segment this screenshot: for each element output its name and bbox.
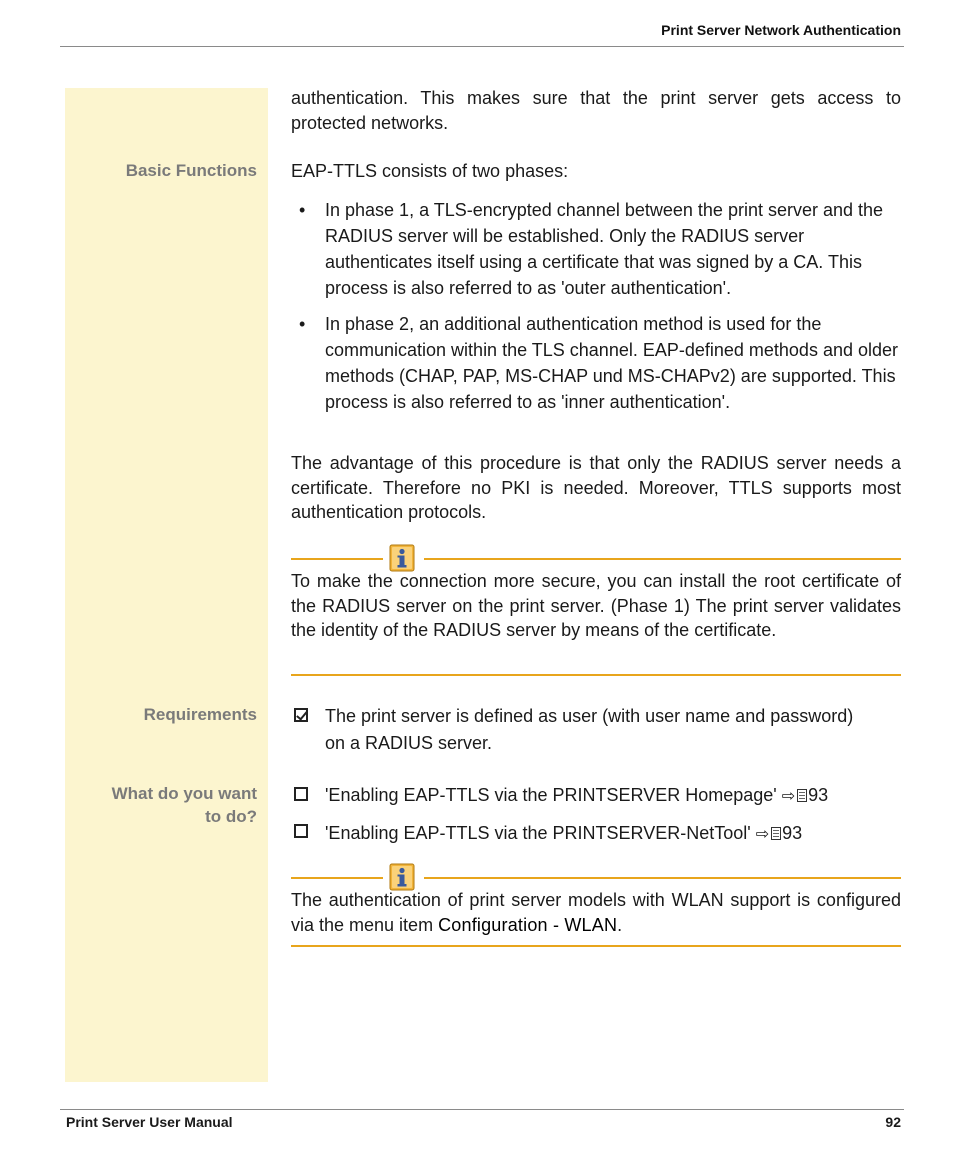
- menu-item-configuration-wlan: Configuration - WLAN: [438, 914, 618, 935]
- bullet-text: In phase 1, a TLS-encrypted channel between the print server and the RADIUS server will be established. Only the RADIUS server authenticates itself using a certificate that was signed by a CA. This process is also referred to as 'outer authentication'.: [325, 200, 884, 298]
- arrow-right-icon: ⇨: [781, 788, 796, 805]
- info-icon: [389, 863, 415, 891]
- page-ref-icon: [771, 827, 781, 840]
- requirement-checkbox: [294, 708, 308, 722]
- bullet-icon: •: [299, 314, 306, 334]
- footer-divider: [60, 1109, 904, 1110]
- page-ref-icon: [797, 789, 807, 802]
- sidebar-label-basic-functions: Basic Functions: [125, 161, 257, 180]
- task-link-homepage[interactable]: [325, 782, 828, 810]
- advantage-paragraph: The advantage of this procedure is that only the RADIUS server needs a certificate. Therefore no PKI is needed. Moreover, TTLS supports most authentication protocols.: [291, 453, 901, 522]
- footer-page-number: 92: [885, 1114, 901, 1130]
- sidebar-label-requirements: Requirements: [143, 705, 257, 724]
- info-icon: [389, 544, 415, 572]
- bullet-icon: •: [299, 200, 306, 220]
- requirement-line-1: The print server is defined as user (with user name and password): [325, 706, 854, 726]
- intro-paragraph: authentication. This makes sure that the print server gets access to protected networks.: [291, 88, 901, 133]
- note-wlan-text: [291, 888, 901, 937]
- page-header-title: Print Server Network Authentication: [661, 22, 901, 38]
- note-rule-left: [291, 877, 383, 879]
- sidebar-margin: [65, 88, 268, 1082]
- note-rule-right: [424, 558, 901, 560]
- task-link-nettool[interactable]: [325, 820, 802, 848]
- note-rule-bottom: [291, 674, 901, 676]
- task-label[interactable]: 'Enabling EAP-TTLS via the PRINTSERVER-NetTool': [325, 823, 751, 843]
- note-rule-right: [424, 877, 901, 879]
- header-divider: [60, 46, 904, 47]
- bullet-text: In phase 2, an additional authentication method is used for the communication within the TLS channel. EAP-defined methods and older methods (CHAP, PAP, MS-CHAP und MS-CHAPv2) are supported. This process is also referred to as 'inner authentication'.: [325, 314, 899, 412]
- what-to-do-line-2: to do?: [205, 807, 257, 826]
- requirement-text: [325, 703, 905, 756]
- note-rule-left: [291, 558, 383, 560]
- note-wlan-text-after: .: [617, 914, 623, 935]
- sidebar-label-what-to-do: [67, 782, 257, 828]
- task-checkbox[interactable]: [294, 824, 308, 838]
- requirement-line-2: on a RADIUS server.: [325, 733, 493, 753]
- arrow-right-icon: ⇨: [755, 826, 770, 843]
- basic-lead: EAP-TTLS consists of two phases:: [291, 161, 569, 181]
- footer-manual-title: Print Server User Manual: [66, 1114, 233, 1130]
- note-wlan-text-before: The authentication of print server models with WLAN support is configured via the menu item: [291, 890, 901, 935]
- page-ref-number[interactable]: 93: [808, 785, 829, 805]
- what-to-do-line-1: What do you want: [111, 784, 257, 803]
- note-rule-bottom: [291, 945, 901, 947]
- task-label[interactable]: 'Enabling EAP-TTLS via the PRINTSERVER Homepage': [325, 785, 777, 805]
- page-ref-number[interactable]: 93: [782, 823, 803, 843]
- note-tip-text: To make the connection more secure, you can install the root certificate of the RADIUS server on the print server. (Phase 1) The print server validates the identity of the RADIUS server by means of the certificate.: [291, 571, 901, 640]
- task-checkbox[interactable]: [294, 787, 308, 801]
